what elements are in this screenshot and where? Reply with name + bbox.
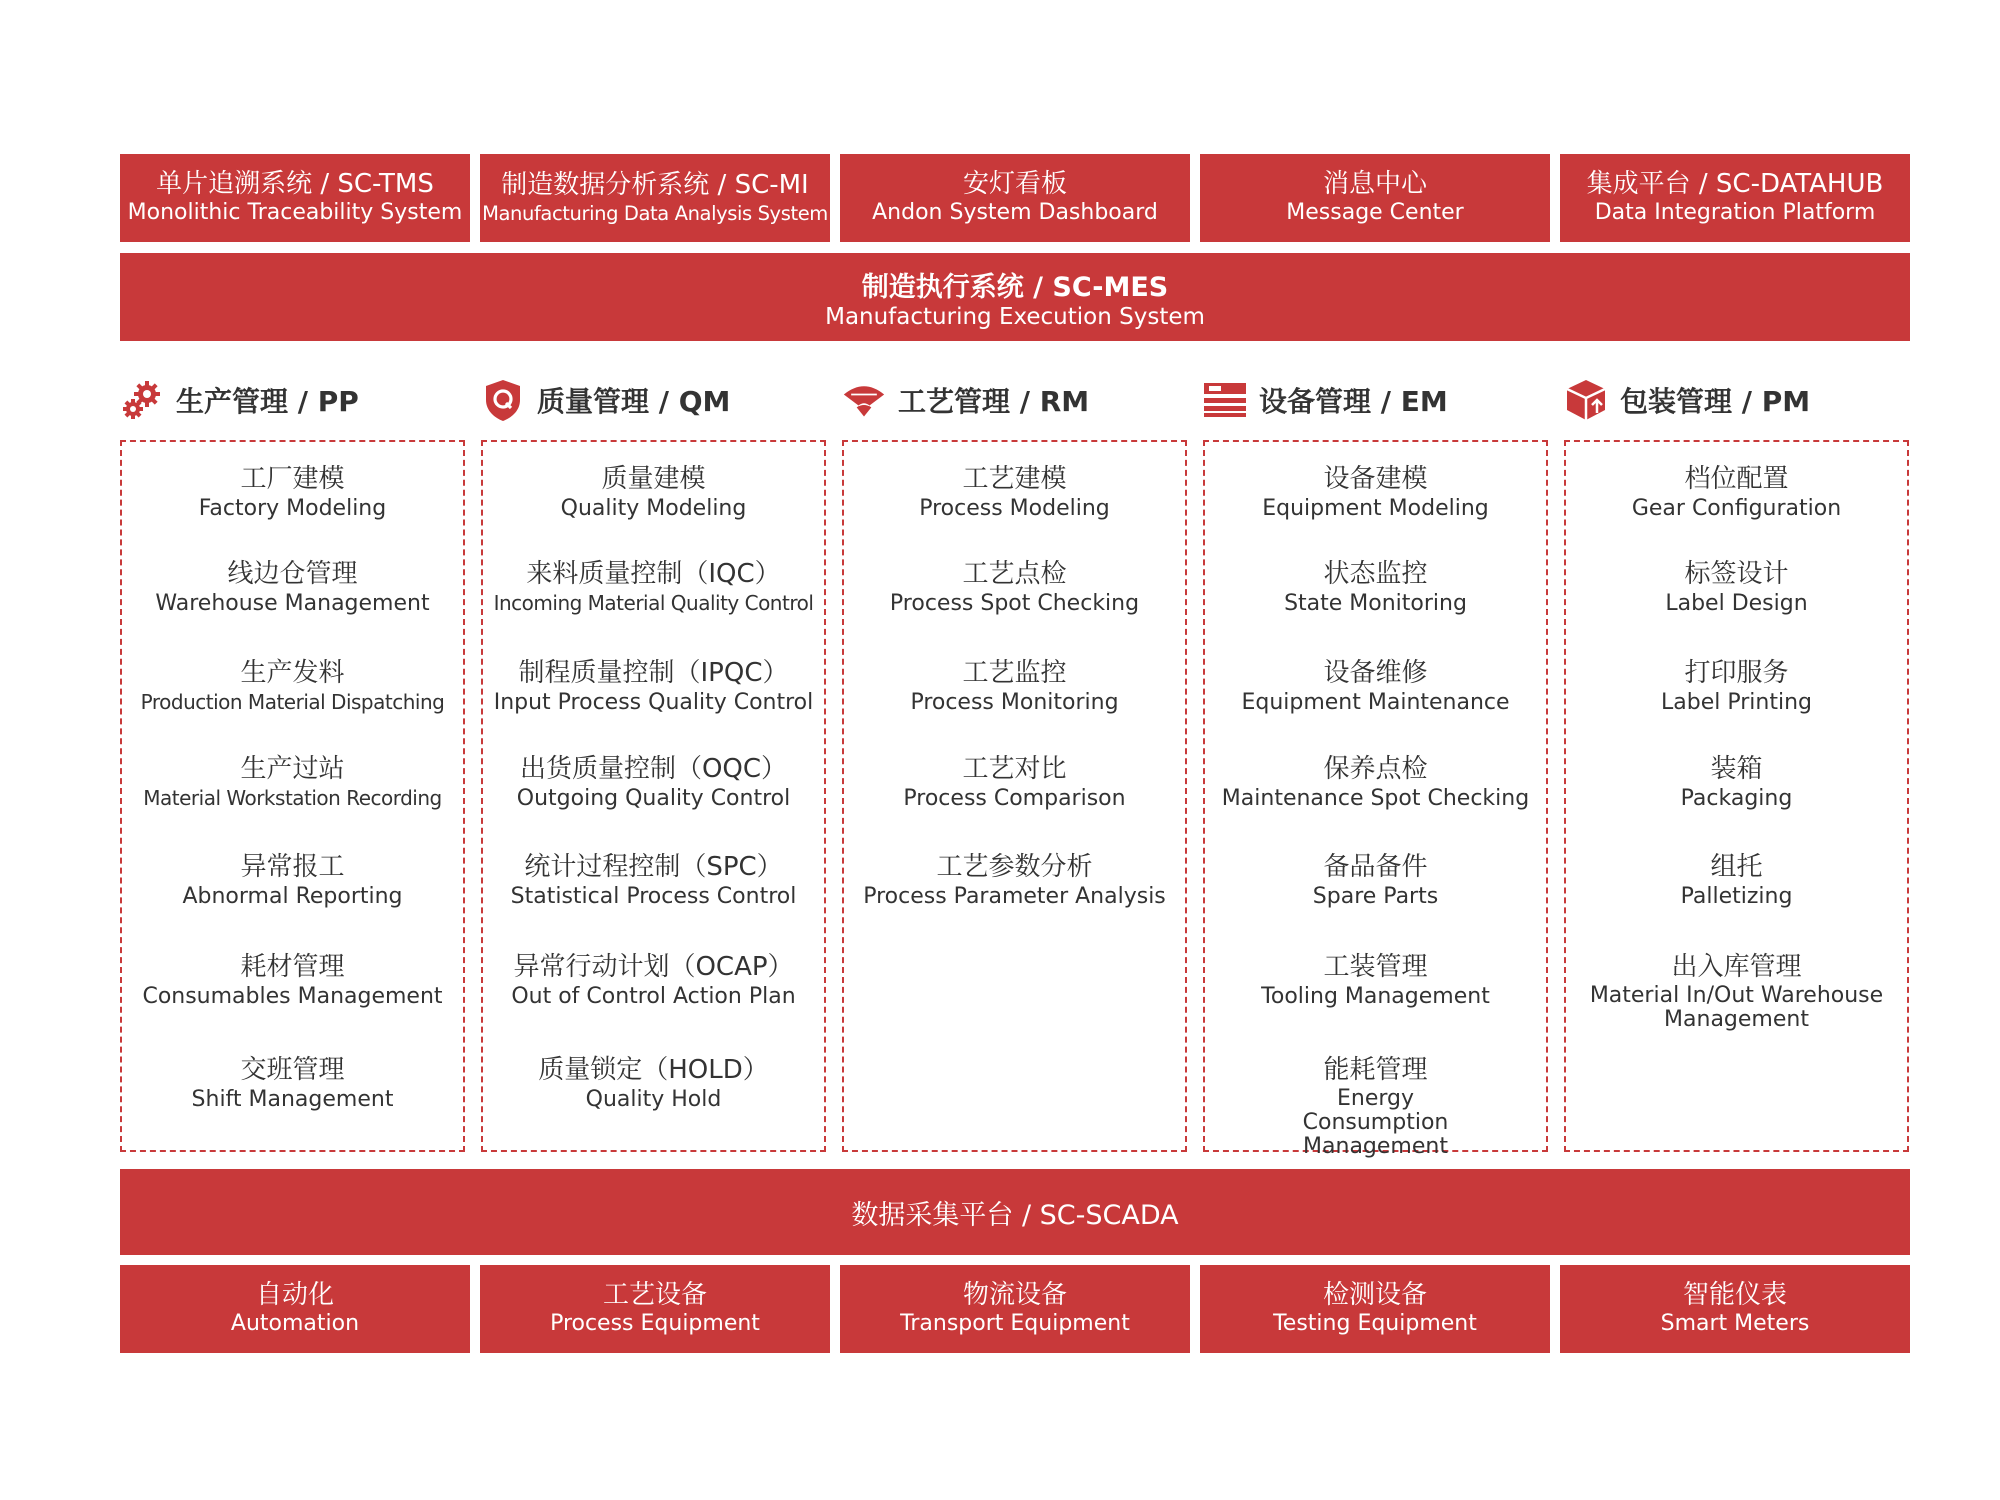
module-item[interactable] xyxy=(122,752,463,811)
module-item[interactable] xyxy=(122,462,463,521)
item-cn-label: 工艺点检 xyxy=(962,559,1067,589)
module-item[interactable] xyxy=(1566,950,1907,1032)
item-cn-label: 工艺监控 xyxy=(962,658,1067,688)
module-header-em xyxy=(1203,375,1548,425)
item-en-label: Label Printing xyxy=(1661,690,1812,715)
gears-icon xyxy=(120,378,164,422)
module-item[interactable] xyxy=(844,557,1185,616)
module-header-pm xyxy=(1564,375,1909,425)
item-en-label: Equipment Modeling xyxy=(1262,496,1489,521)
system-en-label: Data Integration Platform xyxy=(1594,200,1876,226)
module-item[interactable] xyxy=(122,1053,463,1112)
system-box-mi[interactable] xyxy=(480,154,830,242)
item-en-label: Spare Parts xyxy=(1312,884,1439,909)
item-en-label: Outgoing Quality Control xyxy=(516,786,791,811)
module-item[interactable] xyxy=(483,950,824,1009)
mes-band[interactable] xyxy=(120,253,1910,341)
equipment-row xyxy=(120,1265,1910,1353)
item-en-label: Energy Consumption Management xyxy=(1302,1086,1449,1159)
item-cn-label: 装箱 xyxy=(1710,754,1763,784)
module-item[interactable] xyxy=(844,850,1185,909)
item-cn-label: 统计过程控制（SPC） xyxy=(524,852,783,882)
equipment-cn-label: 物流设备 xyxy=(962,1279,1067,1310)
module-item[interactable] xyxy=(1205,752,1546,811)
module-item[interactable] xyxy=(483,752,824,811)
equipment-cn-label: 自动化 xyxy=(255,1279,334,1310)
item-cn-label: 备品备件 xyxy=(1323,852,1428,882)
item-en-label: Consumables Management xyxy=(142,984,443,1009)
item-cn-label: 工装管理 xyxy=(1323,952,1428,982)
module-item[interactable] xyxy=(844,656,1185,715)
item-en-label: Process Spot Checking xyxy=(889,591,1140,616)
item-cn-label: 来料质量控制（IQC） xyxy=(526,559,781,589)
item-cn-label: 保养点检 xyxy=(1323,754,1428,784)
module-item[interactable] xyxy=(1205,557,1546,616)
item-en-label: Shift Management xyxy=(191,1087,394,1112)
equipment-box-automation[interactable] xyxy=(120,1265,470,1353)
item-en-label: Input Process Quality Control xyxy=(493,690,814,715)
module-item[interactable] xyxy=(122,557,463,616)
system-en-label: Andon System Dashboard xyxy=(872,200,1158,226)
package-box-icon xyxy=(1564,378,1608,422)
module-item[interactable] xyxy=(1566,850,1907,909)
item-cn-label: 生产过站 xyxy=(240,754,345,784)
equipment-cn-label: 工艺设备 xyxy=(602,1279,707,1310)
system-box-message[interactable] xyxy=(1200,154,1550,242)
equipment-box-process[interactable] xyxy=(480,1265,830,1353)
module-item[interactable] xyxy=(1205,950,1546,1009)
item-cn-label: 生产发料 xyxy=(240,658,345,688)
system-box-tms[interactable] xyxy=(120,154,470,242)
item-cn-label: 标签设计 xyxy=(1684,559,1789,589)
module-header-rm xyxy=(842,375,1187,425)
equipment-en-label: Automation xyxy=(230,1311,360,1337)
process-fan-icon xyxy=(842,378,886,422)
equipment-en-label: Smart Meters xyxy=(1660,1311,1810,1337)
module-item[interactable] xyxy=(122,950,463,1009)
module-item[interactable] xyxy=(1205,462,1546,521)
module-column-qm xyxy=(481,440,826,1152)
item-cn-label: 工艺建模 xyxy=(962,464,1067,494)
item-cn-label: 异常行动计划（OCAP） xyxy=(513,952,794,982)
item-cn-label: 组托 xyxy=(1710,852,1763,882)
module-item[interactable] xyxy=(1205,850,1546,909)
item-en-label: Gear Configuration xyxy=(1631,496,1842,521)
equipment-box-transport[interactable] xyxy=(840,1265,1190,1353)
item-en-label: Process Comparison xyxy=(903,786,1126,811)
equipment-box-meters[interactable] xyxy=(1560,1265,1910,1353)
quality-shield-icon xyxy=(481,378,525,422)
module-item[interactable] xyxy=(1566,557,1907,616)
item-en-label: Label Design xyxy=(1665,591,1808,616)
item-cn-label: 工艺参数分析 xyxy=(936,852,1093,882)
module-item[interactable] xyxy=(483,850,824,909)
equipment-cn-label: 智能仪表 xyxy=(1682,1279,1787,1310)
system-en-label: Manufacturing Data Analysis System xyxy=(482,201,828,225)
scada-cn-label: 数据采集平台 / SC-SCADA xyxy=(851,1199,1179,1231)
item-cn-label: 出入库管理 xyxy=(1671,952,1802,982)
module-title: 质量管理 / QM xyxy=(537,385,731,418)
module-column-rm xyxy=(842,440,1187,1152)
module-item[interactable] xyxy=(122,850,463,909)
item-cn-label: 设备维修 xyxy=(1323,658,1428,688)
item-cn-label: 质量锁定（HOLD） xyxy=(538,1055,769,1085)
module-item[interactable] xyxy=(844,462,1185,521)
item-en-label: Packaging xyxy=(1680,786,1793,811)
item-en-label: Production Material Dispatching xyxy=(140,690,445,714)
equipment-en-label: Testing Equipment xyxy=(1273,1311,1477,1337)
item-cn-label: 工厂建模 xyxy=(240,464,345,494)
item-cn-label: 异常报工 xyxy=(240,852,345,882)
item-en-label: Equipment Maintenance xyxy=(1241,690,1510,715)
mes-cn-label: 制造执行系统 / SC-MES xyxy=(861,271,1169,303)
item-cn-label: 打印服务 xyxy=(1684,658,1789,688)
system-cn-label: 安灯看板 xyxy=(962,168,1067,199)
module-item[interactable] xyxy=(844,752,1185,811)
item-cn-label: 交班管理 xyxy=(240,1055,345,1085)
item-en-label: Process Parameter Analysis xyxy=(863,884,1166,909)
equipment-en-label: Transport Equipment xyxy=(900,1311,1130,1337)
item-en-label: Factory Modeling xyxy=(198,496,387,521)
item-en-label: Process Monitoring xyxy=(910,690,1119,715)
module-column-pp xyxy=(120,440,465,1152)
system-box-datahub[interactable] xyxy=(1560,154,1910,242)
equipment-panel-icon xyxy=(1203,378,1247,422)
item-cn-label: 档位配置 xyxy=(1684,464,1789,494)
module-header-qm xyxy=(481,375,826,425)
item-en-label: Incoming Material Quality Control xyxy=(493,591,814,615)
system-box-andon[interactable] xyxy=(840,154,1190,242)
item-en-label: Quality Modeling xyxy=(560,496,747,521)
mes-en-label: Manufacturing Execution System xyxy=(825,303,1205,330)
module-title: 工艺管理 / RM xyxy=(898,385,1090,418)
module-item[interactable] xyxy=(1566,462,1907,521)
module-header-pp xyxy=(120,375,465,425)
item-cn-label: 制程质量控制（IPQC） xyxy=(518,658,789,688)
item-cn-label: 出货质量控制（OQC） xyxy=(519,754,788,784)
item-en-label: Tooling Management xyxy=(1261,984,1490,1009)
item-cn-label: 状态监控 xyxy=(1323,559,1428,589)
scada-band[interactable] xyxy=(120,1169,1910,1255)
module-item[interactable] xyxy=(483,1053,824,1112)
item-en-label: Statistical Process Control xyxy=(510,884,797,909)
module-item[interactable] xyxy=(1205,656,1546,715)
item-en-label: State Monitoring xyxy=(1284,591,1467,616)
item-en-label: Warehouse Management xyxy=(155,591,430,616)
item-en-label: Palletizing xyxy=(1680,884,1793,909)
system-en-label: Monolithic Traceability System xyxy=(127,200,463,226)
module-item[interactable] xyxy=(483,557,824,616)
system-cn-label: 制造数据分析系统 / SC-MI xyxy=(501,170,809,201)
module-item[interactable] xyxy=(122,656,463,715)
item-cn-label: 线边仓管理 xyxy=(227,559,358,589)
module-item[interactable] xyxy=(483,656,824,715)
equipment-box-testing[interactable] xyxy=(1200,1265,1550,1353)
item-en-label: Material In/Out Warehouse Management xyxy=(1589,983,1884,1032)
module-title: 设备管理 / EM xyxy=(1259,385,1448,418)
module-title: 包装管理 / PM xyxy=(1620,385,1811,418)
item-cn-label: 耗材管理 xyxy=(240,952,345,982)
item-en-label: Maintenance Spot Checking xyxy=(1221,786,1530,811)
module-column-em xyxy=(1203,440,1548,1159)
item-en-label: Out of Control Action Plan xyxy=(511,984,796,1009)
item-cn-label: 能耗管理 xyxy=(1323,1055,1428,1085)
module-title: 生产管理 / PP xyxy=(176,385,359,418)
item-cn-label: 工艺对比 xyxy=(962,754,1067,784)
item-cn-label: 设备建模 xyxy=(1323,464,1428,494)
module-item[interactable] xyxy=(483,462,824,521)
module-column-pm xyxy=(1564,440,1909,1152)
system-cn-label: 消息中心 xyxy=(1322,168,1427,199)
equipment-cn-label: 检测设备 xyxy=(1322,1279,1427,1310)
top-systems-row xyxy=(120,154,1910,242)
system-en-label: Message Center xyxy=(1286,200,1464,226)
item-en-label: Abnormal Reporting xyxy=(182,884,403,909)
item-en-label: Process Modeling xyxy=(919,496,1110,521)
module-item[interactable] xyxy=(1566,656,1907,715)
item-en-label: Material Workstation Recording xyxy=(143,786,442,810)
system-cn-label: 单片追溯系统 / SC-TMS xyxy=(156,168,434,199)
module-item[interactable] xyxy=(1205,1053,1546,1159)
module-item[interactable] xyxy=(1566,752,1907,811)
system-cn-label: 集成平台 / SC-DATAHUB xyxy=(1586,168,1884,199)
item-cn-label: 质量建模 xyxy=(601,464,706,494)
equipment-en-label: Process Equipment xyxy=(550,1311,760,1337)
item-en-label: Quality Hold xyxy=(585,1087,722,1112)
